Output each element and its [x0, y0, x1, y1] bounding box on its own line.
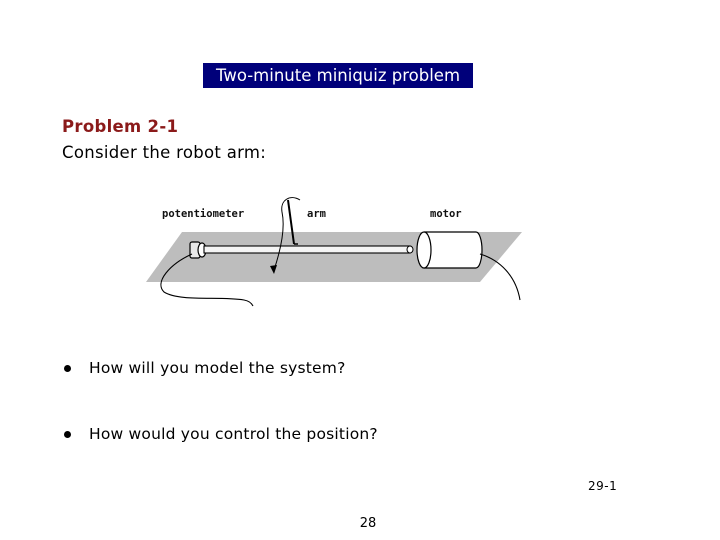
problem-intro: Consider the robot arm:	[62, 143, 267, 162]
question-control	[62, 425, 378, 443]
label-potentiometer: potentiometer	[162, 208, 245, 220]
bullet-icon	[64, 365, 71, 372]
question-text: How will you model the system?	[89, 359, 346, 377]
motor-shape	[417, 232, 482, 268]
bullet-icon	[64, 431, 71, 438]
shaft-shape	[204, 246, 413, 253]
page-number: 28	[359, 516, 377, 531]
label-arm: arm	[307, 208, 326, 220]
label-motor: motor	[430, 208, 462, 220]
question-model	[62, 359, 346, 377]
problem-title: Problem 2-1	[62, 117, 179, 136]
question-text: How would you control the position?	[89, 425, 378, 443]
robot-arm-figure	[140, 196, 540, 308]
slide-banner: Two-minute miniquiz problem	[203, 63, 473, 88]
slide-number: 29-1	[588, 479, 618, 493]
